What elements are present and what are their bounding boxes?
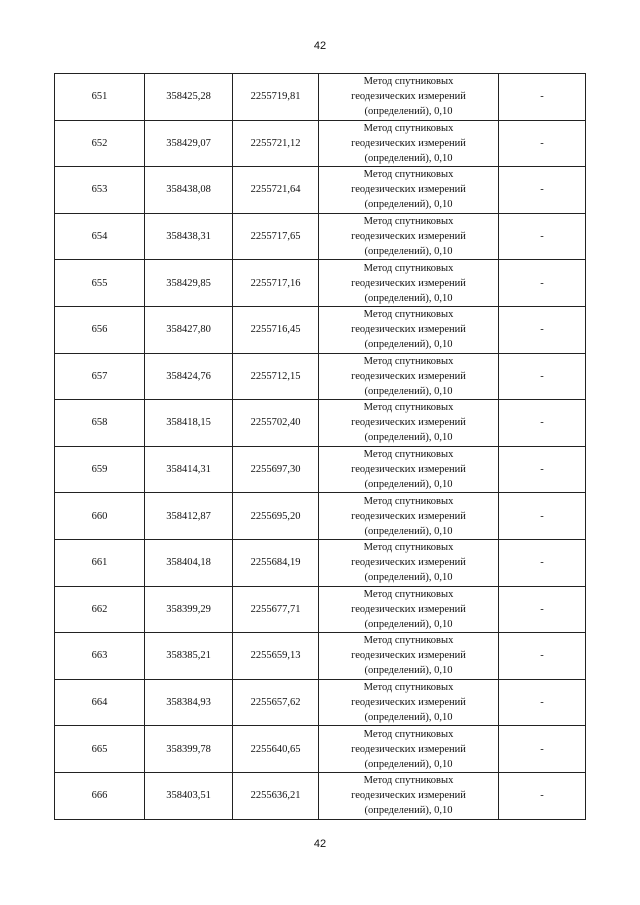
method-line-3: (определений), 0,10 [364,665,453,677]
point-number-cell: 662 [55,586,145,633]
method-cell [319,679,499,726]
method-line-3: (определений), 0,10 [364,618,453,630]
point-number-cell: 654 [55,213,145,260]
description-cell: - [499,772,586,819]
method-line-1: Метод спутниковых [363,402,454,414]
y-coordinate-cell: 2255721,64 [233,167,319,214]
point-number-cell: 656 [55,306,145,353]
x-coordinate-cell: 358412,87 [145,493,233,540]
method-line-2: геодезических измерений [351,137,466,149]
method-line-3: (определений), 0,10 [364,152,453,164]
method-line-1: Метод спутниковых [363,216,454,228]
method-line-3: (определений), 0,10 [364,292,453,304]
method-line-1: Метод спутниковых [363,169,454,181]
x-coordinate-cell: 358424,76 [145,353,233,400]
method-line-1: Метод спутниковых [363,588,454,600]
point-number-cell: 655 [55,260,145,307]
description-cell: - [499,679,586,726]
x-coordinate-cell: 358427,80 [145,306,233,353]
method-line-2: геодезических измерений [351,650,466,662]
table-row [55,726,586,773]
method-line-3: (определений), 0,10 [364,572,453,584]
table-row [55,586,586,633]
x-coordinate-cell: 358429,07 [145,120,233,167]
method-line-3: (определений), 0,10 [364,525,453,537]
x-coordinate-cell: 358414,31 [145,446,233,493]
page-number-bottom: 42 [313,838,327,850]
description-cell: - [499,726,586,773]
method-line-1: Метод спутниковых [363,682,454,694]
x-coordinate-cell: 358399,29 [145,586,233,633]
method-line-3: (определений), 0,10 [364,479,453,491]
table-row [55,74,586,121]
y-coordinate-cell: 2255695,20 [233,493,319,540]
y-coordinate-cell: 2255657,62 [233,679,319,726]
description-cell: - [499,400,586,447]
point-number-cell: 652 [55,120,145,167]
method-line-2: геодезических измерений [351,603,466,615]
y-coordinate-cell: 2255716,45 [233,306,319,353]
method-line-3: (определений), 0,10 [364,339,453,351]
point-number-cell: 661 [55,539,145,586]
table-row [55,493,586,540]
x-coordinate-cell: 358385,21 [145,633,233,680]
method-line-2: геодезических измерений [351,790,466,802]
description-cell: - [499,353,586,400]
method-line-1: Метод спутниковых [363,728,454,740]
description-cell: - [499,446,586,493]
method-line-2: геодезических измерений [351,91,466,103]
table-row [55,400,586,447]
x-coordinate-cell: 358425,28 [145,74,233,121]
x-coordinate-cell: 358384,93 [145,679,233,726]
description-cell: - [499,586,586,633]
point-number-cell: 663 [55,633,145,680]
table-row [55,120,586,167]
method-line-2: геодезических измерений [351,324,466,336]
method-line-1: Метод спутниковых [363,122,454,134]
method-line-1: Метод спутниковых [363,449,454,461]
table-row [55,633,586,680]
point-number-cell: 657 [55,353,145,400]
method-line-1: Метод спутниковых [363,355,454,367]
method-line-3: (определений), 0,10 [364,805,453,817]
method-line-1: Метод спутниковых [363,262,454,274]
method-line-2: геодезических измерений [351,184,466,196]
y-coordinate-cell: 2255640,65 [233,726,319,773]
x-coordinate-cell: 358429,85 [145,260,233,307]
method-line-2: геодезических измерений [351,697,466,709]
table-row [55,213,586,260]
method-line-1: Метод спутниковых [363,76,454,88]
point-number-cell: 660 [55,493,145,540]
method-cell [319,353,499,400]
point-number-cell: 651 [55,74,145,121]
description-cell: - [499,306,586,353]
method-line-2: геодезических измерений [351,370,466,382]
method-cell [319,306,499,353]
description-cell: - [499,120,586,167]
method-cell [319,213,499,260]
y-coordinate-cell: 2255636,21 [233,772,319,819]
x-coordinate-cell: 358399,78 [145,726,233,773]
method-line-3: (определений), 0,10 [364,758,453,770]
page-number-top: 42 [313,40,327,52]
x-coordinate-cell: 358438,31 [145,213,233,260]
x-coordinate-cell: 358404,18 [145,539,233,586]
method-cell [319,446,499,493]
table-row [55,772,586,819]
method-cell [319,120,499,167]
point-number-cell: 665 [55,726,145,773]
method-line-3: (определений), 0,10 [364,385,453,397]
method-line-1: Метод спутниковых [363,309,454,321]
method-line-2: геодезических измерений [351,464,466,476]
y-coordinate-cell: 2255712,15 [233,353,319,400]
method-line-2: геодезических измерений [351,417,466,429]
method-line-2: геодезических измерений [351,231,466,243]
y-coordinate-cell: 2255677,71 [233,586,319,633]
method-line-1: Метод спутниковых [363,775,454,787]
method-line-2: геодезических измерений [351,277,466,289]
description-cell: - [499,260,586,307]
table-row [55,679,586,726]
description-cell: - [499,74,586,121]
method-cell [319,167,499,214]
method-line-3: (определений), 0,10 [364,432,453,444]
point-number-cell: 666 [55,772,145,819]
description-cell: - [499,539,586,586]
y-coordinate-cell: 2255702,40 [233,400,319,447]
method-line-3: (определений), 0,10 [364,106,453,118]
y-coordinate-cell: 2255697,30 [233,446,319,493]
point-number-cell: 659 [55,446,145,493]
point-number-cell: 658 [55,400,145,447]
method-cell [319,260,499,307]
coordinates-table [54,73,586,820]
description-cell: - [499,167,586,214]
y-coordinate-cell: 2255719,81 [233,74,319,121]
method-cell [319,586,499,633]
method-line-1: Метод спутниковых [363,495,454,507]
y-coordinate-cell: 2255717,65 [233,213,319,260]
method-cell [319,633,499,680]
description-cell: - [499,213,586,260]
method-line-3: (определений), 0,10 [364,199,453,211]
table-row [55,260,586,307]
x-coordinate-cell: 358403,51 [145,772,233,819]
table-row [55,539,586,586]
method-line-1: Метод спутниковых [363,635,454,647]
method-line-2: геодезических измерений [351,557,466,569]
table-row [55,446,586,493]
y-coordinate-cell: 2255684,19 [233,539,319,586]
y-coordinate-cell: 2255717,16 [233,260,319,307]
x-coordinate-cell: 358438,08 [145,167,233,214]
point-number-cell: 653 [55,167,145,214]
method-line-1: Метод спутниковых [363,542,454,554]
method-cell [319,493,499,540]
method-cell [319,726,499,773]
method-line-3: (определений), 0,10 [364,712,453,724]
method-cell [319,772,499,819]
method-cell [319,74,499,121]
method-line-2: геодезических измерений [351,510,466,522]
method-line-2: геодезических измерений [351,743,466,755]
point-number-cell: 664 [55,679,145,726]
y-coordinate-cell: 2255659,13 [233,633,319,680]
method-cell [319,400,499,447]
y-coordinate-cell: 2255721,12 [233,120,319,167]
method-cell [319,539,499,586]
x-coordinate-cell: 358418,15 [145,400,233,447]
description-cell: - [499,493,586,540]
description-cell: - [499,633,586,680]
coordinates-table-body [55,74,586,820]
table-row [55,167,586,214]
method-line-3: (определений), 0,10 [364,246,453,258]
table-row [55,353,586,400]
table-row [55,306,586,353]
